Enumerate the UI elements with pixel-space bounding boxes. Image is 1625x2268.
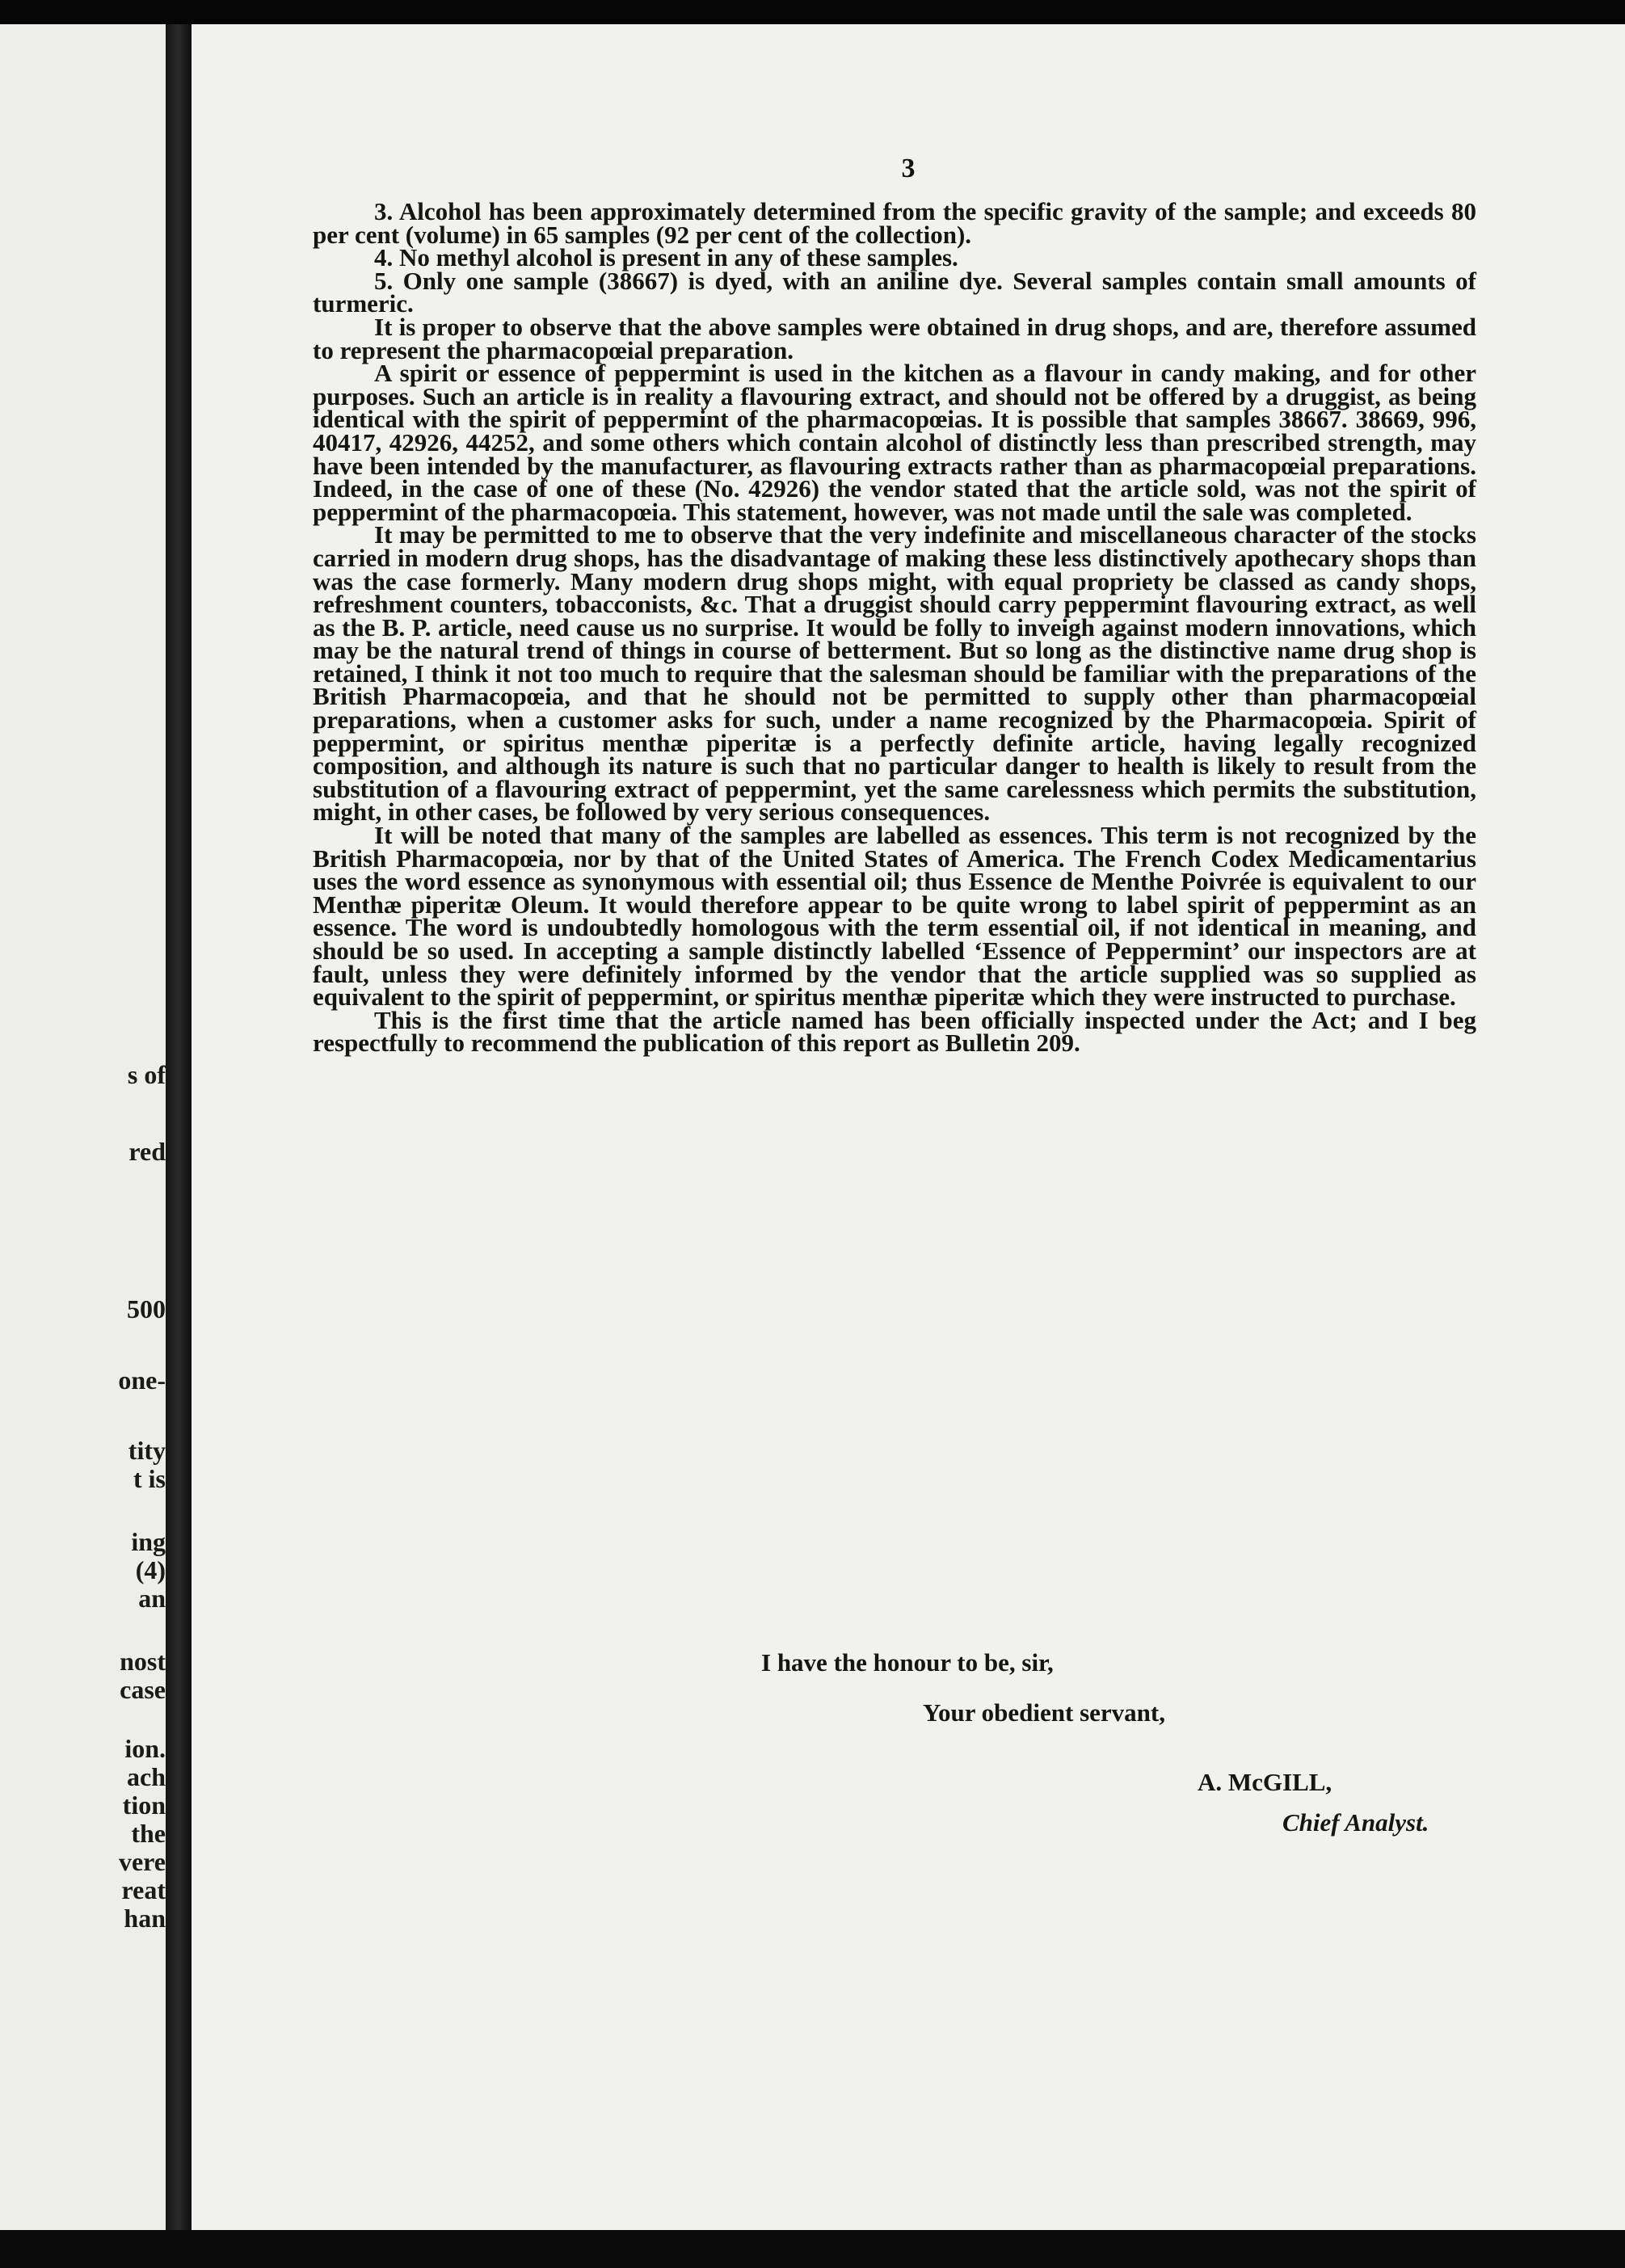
left-page-text: the bbox=[131, 1819, 166, 1848]
left-page-text: ion. bbox=[124, 1734, 166, 1763]
book-binding bbox=[166, 24, 192, 2230]
letter-closing bbox=[313, 1648, 1476, 1858]
left-page-fragment bbox=[0, 24, 166, 2230]
left-page-text: one- bbox=[118, 1365, 166, 1395]
left-page-text: reat bbox=[121, 1875, 166, 1904]
paragraph: It is proper to observe that the above samples were obtained in drug shops, and are, therefore assumed to represent the pharmacopœial preparation. bbox=[313, 312, 1476, 364]
left-page-text: nost bbox=[120, 1647, 166, 1676]
paragraph: This is the first time that the article named has been officially inspected under the Act; and I beg respectfully to recommend the publication of this report as Bulletin 209. bbox=[313, 1005, 1476, 1058]
paragraph: It will be noted that many of the samples are labelled as essences. This term is not recognized by the British Pharmacopœia, nor by that of the United States of America. The French Codex Medicamentarius uses the word essence as synonymous with essential oil; thus Essence de Menthe Poivrée is equivalent to our Menthæ piperitæ Oleum. It would therefore appear to be quite wrong to label spirit of peppermint as an essence. The word is undoubtedly homologous with the term essential oil, if not identical in meaning, and should be so used. In accepting a sample distinctly labelled ‘Essence of Peppermint’ our inspectors are at fault, unless they were definitely informed by the vendor that the article supplied was so supplied as equivalent to the spirit of peppermint, or spiritus menthæ piperitæ which they were instructed to purchase. bbox=[313, 821, 1476, 1012]
left-page-text: han bbox=[124, 1904, 166, 1933]
body-text bbox=[313, 197, 1476, 1058]
left-page-text: case bbox=[120, 1675, 166, 1704]
left-page-text: 500 bbox=[127, 1294, 166, 1323]
paragraph-item-4: 4. No methyl alcohol is present in any of these samples. bbox=[374, 243, 958, 272]
document-page bbox=[192, 24, 1625, 2230]
signature-title: Chief Analyst. bbox=[1282, 1808, 1429, 1837]
closing-servant: Your obedient servant, bbox=[923, 1698, 1165, 1727]
paragraph: It may be permitted to me to observe that the very indefinite and miscellaneous character of the stocks carried in modern drug shops, has the disadvantage of making these less distinctively apothecary shops than was the case formerly. Many modern drug shops might, with equal propriety be classed as candy shops, refreshment counters, tobacconists, &c. That a druggist should carry peppermint flavouring extract, as well as the B. P. article, need cause us no surprise. It would be folly to inveigh against modern innovations, which may be the natural trend of things in course of betterment. But so long as the distinctive name drug shop is retained, I think it not too much to require that the salesman should be familiar with the preparations of the British Pharmacopœia, and that he should not be permitted to supply other than pharmacopœial preparations, when a customer asks for such, under a name recognized by the Pharmacopœia. Spirit of peppermint, or spiritus menthæ piperitæ is a perfectly definite article, having legally recognized composition, and although its nature is such that no particular danger to health is likely to result from the substitution of a flavouring extract of peppermint, yet the same carelessness which permits the substitution, might, in other cases, be followed by very serious consequences. bbox=[313, 520, 1476, 827]
closing-honour: I have the honour to be, sir, bbox=[761, 1648, 1054, 1677]
left-page-text: t is bbox=[133, 1464, 166, 1493]
left-page-text: (4) bbox=[135, 1555, 166, 1584]
viewer-bottom-edge bbox=[0, 2230, 1625, 2268]
paragraph-item-3: 3. Alcohol has been approximately determined from the specific gravity of the sample; and exceeds 80 per cent (volume) in 65 samples (92 per cent of the collection). bbox=[313, 197, 1476, 249]
left-page-text: tion bbox=[122, 1790, 166, 1820]
left-page-text: s of bbox=[127, 1060, 166, 1089]
page-number: 3 bbox=[901, 154, 916, 183]
paragraph: A spirit or essence of peppermint is used in the kitchen as a flavour in candy making, and for other purposes. Such an article is in reality a flavouring extract, and should not be offered by a druggist, as being identical with the spirit of peppermint of the pharmacopœias. It is possible that samples 38667. 38669, 996, 40417, 42926, 44252, and some others which contain alcohol of distinctly less than prescribed strength, may have been intended by the manufacturer, as flavouring extracts rather than as pharmacopœial preparations. Indeed, in the case of one of these (No. 42926) the vendor stated that the article sold, was not the spirit of peppermint of the pharmacopœia. This statement, however, was not made until the sale was completed. bbox=[313, 359, 1476, 526]
left-page-text: an bbox=[138, 1584, 166, 1613]
signature-name: A. McGILL, bbox=[1198, 1768, 1332, 1796]
paragraph-item-5: 5. Only one sample (38667) is dyed, with an aniline dye. Several samples contain small amounts of turmeric. bbox=[313, 266, 1476, 318]
left-page-text: ing bbox=[131, 1527, 166, 1556]
left-page-text: red bbox=[128, 1137, 166, 1166]
left-page-text: tity bbox=[128, 1436, 166, 1465]
left-page-text: vere bbox=[118, 1847, 166, 1876]
left-page-text: ach bbox=[127, 1762, 166, 1791]
